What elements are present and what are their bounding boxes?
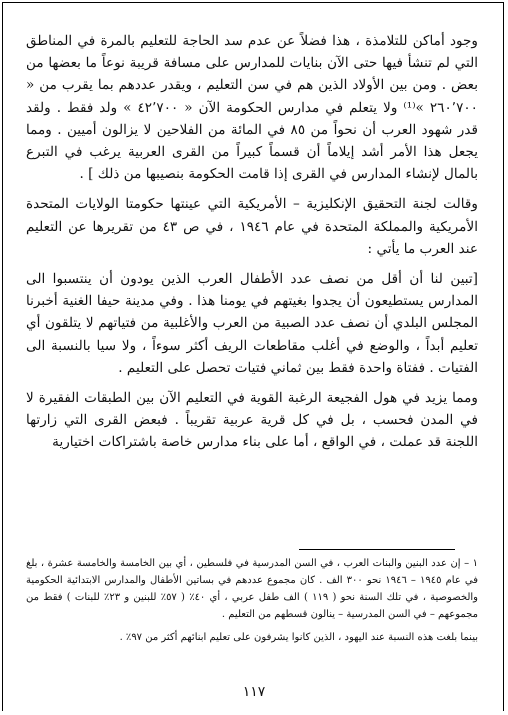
page-number: ١١٧ [242, 684, 266, 700]
body-text [26, 30, 478, 454]
page-content [26, 30, 478, 454]
paragraph-commission-intro: وقالت لجنة التحقيق الإنكليزية – الأمريكية التي عينتها حكومتا الولايات المتحدة الأمريكية والمملكة المتحدة في عام ١٩٤٦ ، في ص ٤٣ من تقريرها عن التعليم عند العرب ما يأتي : [26, 196, 478, 257]
footnote-separator [299, 549, 455, 550]
footnote-1: ١ – إن عدد البنين والبنات العرب ، في السن المدرسية في فلسطين ، أي بين الخامسة والخامسة عشرة ، بلغ في عام ١٩٤٥ – ١٩٤٦ نحو ٣٠٠ الف . كان مجموع عددهم في بساتين الأطفال والمدارس الابتدائية الحكومية والخصوصية ، في تلك السنة نحو ( ١١٩ ) الف طفل عربي ، أي ٤٠٪ ( ٥٧٪ للبنين و ٢٣٪ للبنات ) فقط من مجموعهم – في السن المدرسية – ينالون قسطهم من التعليم . [26, 558, 479, 620]
paragraph-commission-quote: [تبين لنا أن أقل من نصف عدد الأطفال العرب الذين يودون أن ينتسبوا الى المدارس يستطيعون أن يجدوا بغيتهم في يومنا هذا . وفي مدينة حيفا الغنية أخبرنا المجلس البلدي أن نصف عدد الصبية من العرب والأغلبية من فتياتهم لا يتلقون أي تعليم أبداً ، والوضع في أغلب مقاطعات الريف أكثر سوءاً ، ولا سيا بالنسبة الى الفتيات . ففتاة واحدة فقط بين ثماني فتيات تحصل على التعليم . [26, 271, 478, 376]
paragraph-school-shortage: وجود أماكن للتلامذة ، هذا فضلاً عن عدم سد الحاجة للتعليم بالمرة في المناطق التي لم تنشأ فيها حتى الآن بنايات للمدارس على مسافة قريبة نوعاً ما بعضها من بعض . ومن بين الأولاد الذين هم في سن التعليم ، ويقدر عددهم بما يقرب من « ٢٦٠٬٧٠٠ »⁽¹⁾ ولا يتعلم في مدارس الحكومة الآن « ٤٢٬٧٠٠ » ولد فقط . ولقد قدر شهود العرب أن نحواً من ٨٥ في المائة من الفلاحين لا يزالون أميين . ومما يجعل هذا الأمر أشد إيلاماً أن قسماً كبيراً من القرى العربية يرغب في التبرع بالمال لإنشاء المدارس في القرى إذا قامت الحكومة بنصيبها من ذلك ] . [26, 33, 478, 183]
paragraph-rural-demand: ومما يزيد في هول الفجيعة الرغبة القوية في التعليم الآن بين الطبقات الفقيرة لا في المدن فحسب ، بل في كل قرية عربية تقريباً . فبعض القرى التي زارتها اللجنة قد عملت ، في الواقع ، أما على بناء مدارس خاصة باشتراكات اختيارية [26, 390, 478, 451]
footnote-2: بينما بلغت هذه النسبة عند اليهود ، الذين كانوا يشرفون على تعليم ابنائهم أكثر من ٩٧٪ . [119, 632, 478, 643]
footnotes [26, 555, 478, 646]
